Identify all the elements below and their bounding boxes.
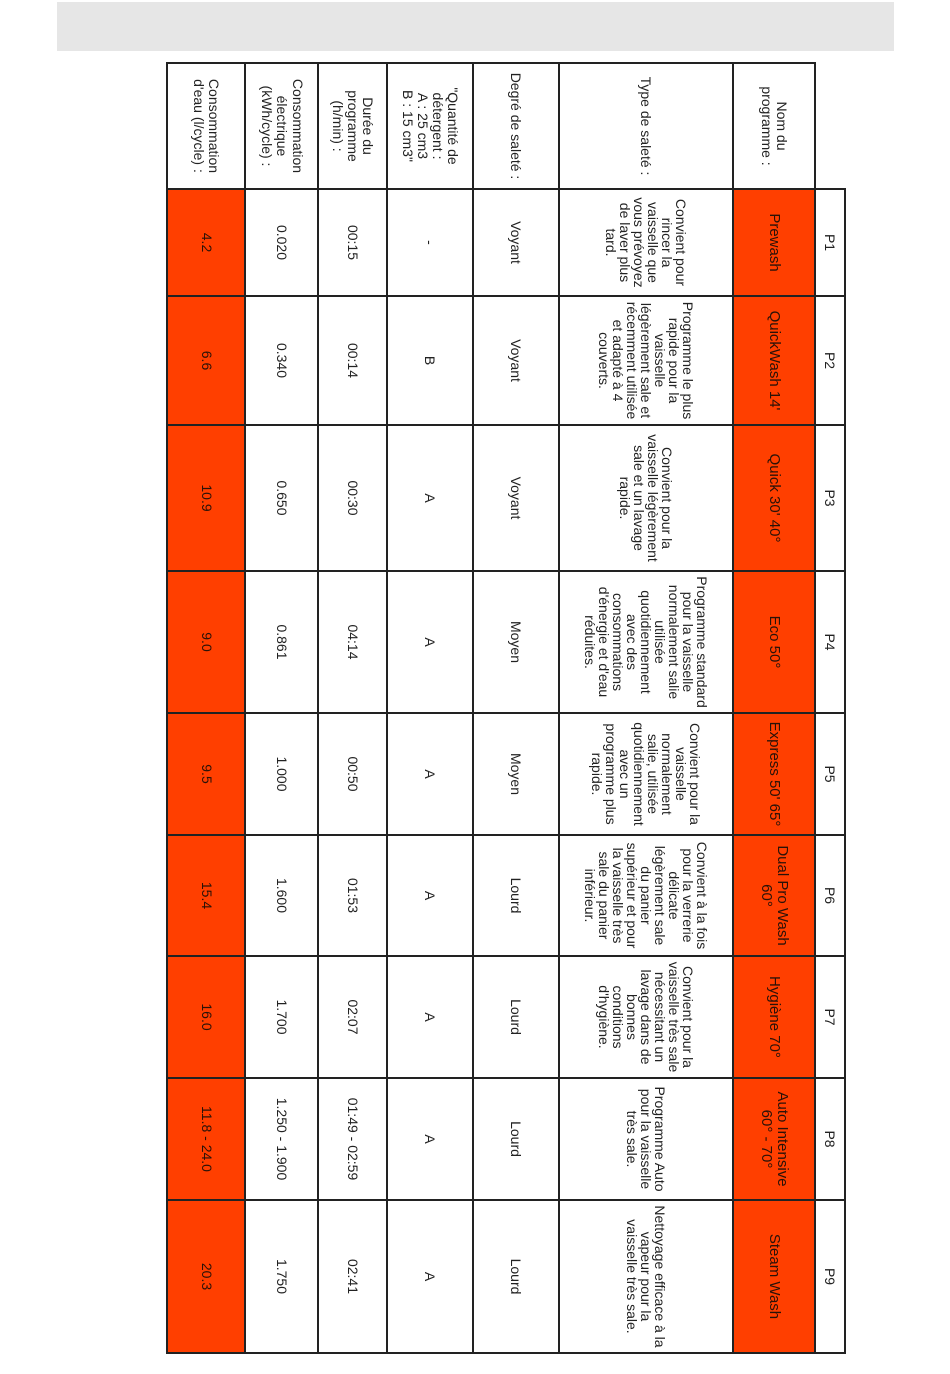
energy-consumption: 0.340 xyxy=(245,296,318,425)
program-name: QuickWash 14' xyxy=(733,296,815,425)
water-row xyxy=(167,63,245,1353)
detergent-amount: A xyxy=(387,713,473,835)
energy-row xyxy=(245,63,318,1353)
soil-type-row xyxy=(559,63,733,1353)
energy-consumption: 1.250 - 1.900 xyxy=(245,1078,318,1200)
detergent-amount: A xyxy=(387,571,473,713)
program-id: P6 xyxy=(815,835,845,956)
detergent-amount: A xyxy=(387,425,473,571)
program-name: Auto Intensive 60° - 70° xyxy=(733,1078,815,1200)
detergent-amount: A xyxy=(387,1200,473,1353)
energy-consumption: 0.020 xyxy=(245,189,318,296)
row-label-energy: Consommation électrique (kWh/cycle) : xyxy=(245,63,318,189)
program-duration: 00:50 xyxy=(318,713,387,835)
detergent-amount: B xyxy=(387,296,473,425)
water-consumption: 20.3 xyxy=(167,1200,245,1353)
row-label-soil-level: Degré de saleté : xyxy=(473,63,559,189)
program-id: P2 xyxy=(815,296,845,425)
detergent-amount: A xyxy=(387,956,473,1078)
row-label-name: Nom du programme : xyxy=(733,63,815,189)
water-consumption: 9.5 xyxy=(167,713,245,835)
program-description: Programme Auto pour la vaisselle très sale. xyxy=(559,1078,733,1200)
soil-level: Lourd xyxy=(473,1200,559,1353)
program-name: Eco 50° xyxy=(733,571,815,713)
program-description: Convient pour la vaisselle très sale nécessitant un lavage dans de bonnes conditions d'hygiène. xyxy=(559,956,733,1078)
program-description: Convient pour rincer la vaisselle que vous prévoyez de laver plus tard. xyxy=(559,189,733,296)
program-table xyxy=(166,62,846,1354)
water-consumption: 10.9 xyxy=(167,425,245,571)
soil-level: Voyant xyxy=(473,189,559,296)
program-id: P7 xyxy=(815,956,845,1078)
program-id: P4 xyxy=(815,571,845,713)
program-duration: 04:14 xyxy=(318,571,387,713)
detergent-amount: A xyxy=(387,835,473,956)
program-id: P8 xyxy=(815,1078,845,1200)
program-name-row xyxy=(733,63,815,1353)
water-consumption: 4.2 xyxy=(167,189,245,296)
program-description: Convient pour la vaisselle légèrement sale et un lavage rapide. xyxy=(559,425,733,571)
program-description: Nettoyage efficace à la vapeur pour la vaisselle très sale. xyxy=(559,1200,733,1353)
row-label-duration: Durée du programme (h/min) : xyxy=(318,63,387,189)
program-id-row xyxy=(815,63,845,1353)
energy-consumption: 0.861 xyxy=(245,571,318,713)
energy-consumption: 0.650 xyxy=(245,425,318,571)
program-name: Hygiène 70° xyxy=(733,956,815,1078)
program-name: Quick 30' 40° xyxy=(733,425,815,571)
soil-level-row xyxy=(473,63,559,1353)
program-name: Prewash xyxy=(733,189,815,296)
soil-level: Voyant xyxy=(473,296,559,425)
detergent-amount: A xyxy=(387,1078,473,1200)
energy-consumption: 1.750 xyxy=(245,1200,318,1353)
row-label-detergent: "Quantité de détergent : A : 25 cm3 B : 15 cm3" xyxy=(387,63,473,189)
soil-level: Lourd xyxy=(473,1078,559,1200)
soil-level: Moyen xyxy=(473,571,559,713)
program-duration: 02:07 xyxy=(318,956,387,1078)
soil-level: Lourd xyxy=(473,835,559,956)
program-table-wrapper xyxy=(166,62,846,1352)
detergent-row xyxy=(387,63,473,1353)
program-description: Programme le plus rapide pour la vaisselle légèrement sale et récemment utilisée et adapté à 4 couverts. xyxy=(559,296,733,425)
program-duration: 00:14 xyxy=(318,296,387,425)
corner-cell xyxy=(815,63,845,189)
program-duration: 02:41 xyxy=(318,1200,387,1353)
program-description: Convient pour la vaisselle normalement salie, utilisée quotidiennement avec un programme plus rapide. xyxy=(559,713,733,835)
water-consumption: 11.8 - 24.0 xyxy=(167,1078,245,1200)
program-duration: 01:53 xyxy=(318,835,387,956)
row-label-soil-type: Type de saleté : xyxy=(559,63,733,189)
water-consumption: 9.0 xyxy=(167,571,245,713)
top-gray-band xyxy=(57,2,894,51)
program-id: P3 xyxy=(815,425,845,571)
soil-level: Voyant xyxy=(473,425,559,571)
program-description: Programme standard pour la vaisselle normalement salie utilisée quotidiennement avec des consommations d'énergie et d'eau réduites. xyxy=(559,571,733,713)
energy-consumption: 1.600 xyxy=(245,835,318,956)
water-consumption: 16.0 xyxy=(167,956,245,1078)
program-name: Express 50' 65° xyxy=(733,713,815,835)
program-id: P5 xyxy=(815,713,845,835)
energy-consumption: 1.000 xyxy=(245,713,318,835)
program-name: Dual Pro Wash 60° xyxy=(733,835,815,956)
soil-level: Lourd xyxy=(473,956,559,1078)
program-description: Convient à la fois pour la verrerie délicate légèrement sale du panier supérieur et pour la vaisselle très sale du panier inférieur. xyxy=(559,835,733,956)
program-name: Steam Wash xyxy=(733,1200,815,1353)
detergent-amount: - xyxy=(387,189,473,296)
program-id: P9 xyxy=(815,1200,845,1353)
program-duration: 00:30 xyxy=(318,425,387,571)
soil-level: Moyen xyxy=(473,713,559,835)
water-consumption: 15.4 xyxy=(167,835,245,956)
program-duration: 01:49 - 02:59 xyxy=(318,1078,387,1200)
water-consumption: 6.6 xyxy=(167,296,245,425)
energy-consumption: 1.700 xyxy=(245,956,318,1078)
row-label-water: Consommation d'eau (l/cycle) : xyxy=(167,63,245,189)
duration-row xyxy=(318,63,387,1353)
program-id: P1 xyxy=(815,189,845,296)
program-duration: 00:15 xyxy=(318,189,387,296)
